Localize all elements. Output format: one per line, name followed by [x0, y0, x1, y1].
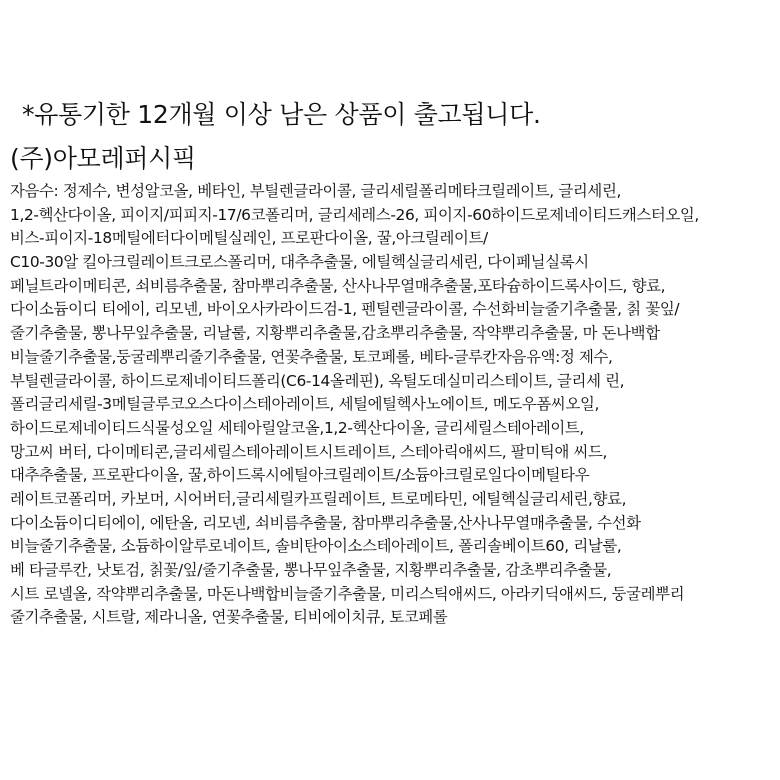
ingredients-line: 하이드로제네이티드식물성오일 세테아릴알코올,1,2-헥산다이올, 글리세릴스테아레이트, — [10, 418, 584, 437]
ingredients-line: 부틸렌글라이콜, 하이드로제네이티드폴리(C6-14올레핀), 옥틸도데실미리스테이트, 글리세 린, — [10, 371, 625, 390]
ingredients-line: 다이소듐이디티에이, 에탄올, 리모넨, 쇠비름추출물, 참마뿌리추출물,산사나무열매추출물, 수선화 — [10, 513, 641, 532]
ingredients-line: 페닐트라이메티콘, 쇠비름추출물, 참마뿌리추출물, 산사나무열매추출물,포타슘하이드록사이드, 향료, — [10, 276, 666, 295]
ingredients-line: 비스-피이지-18메틸에터다이메틸실레인, 프로판다이올, 꿀,아크릴레이트/ — [10, 229, 488, 248]
ingredients-line: 줄기추출물, 뽕나무잎추출물, 리날룰, 지황뿌리추출물,감초뿌리추출물, 작약뿌리추출물, 마 돈나백합 — [10, 324, 660, 343]
ingredients-line: 베 타글루칸, 낫토검, 칡꽃/잎/줄기추출물, 뽕나무잎추출물, 지황뿌리추출물, 감초뿌리추출물, — [10, 561, 612, 579]
ingredients-line: 대추추출물, 프로판다이올, 꿀,하이드록시에틸아크릴레이트/소듐아크릴로일다이메틸타우 — [10, 466, 590, 485]
ingredients-line: 시트 로넬올, 작약뿌리추출물, 마돈나백합비늘줄기추출물, 미리스틱애씨드, 아라키딕애씨드, 둥굴레뿌리 — [10, 584, 685, 603]
ingredients-line: 줄기추출물, 시트랄, 제라니올, 연꽃추출물, 티비에이치큐, 토코페롤 — [10, 608, 448, 627]
ingredients-line: 자음수: 정제수, 변성알코올, 베타인, 부틸렌글라이콜, 글리세릴폴리메타크릴레이트, 글리세린, — [10, 182, 622, 200]
ingredients-line: 1,2-헥산다이올, 피이지/피피지-17/6코폴리머, 글리세레스-26, 피이지-60하이드로제네이티드캐스터오일, — [10, 205, 699, 224]
ingredients-line: 비늘줄기추출물,둥굴레뿌리줄기추출물, 연꽃추출물, 토코페롤, 베타-글루칸자음유액:정 제수, — [10, 347, 613, 366]
expiry-notice: *유통기한 12개월 이상 남은 상품이 출고됩니다. — [22, 100, 541, 129]
ingredients-line: C10-30알 킬아크릴레이트크로스폴리머, 대추추출물, 에틸헥실글리세린, 다이페닐실록시 — [10, 253, 589, 272]
ingredients-list — [10, 180, 778, 630]
ingredients-line: 레이트코폴리머, 카보머, 시어버터,글리세릴카프릴레이트, 트로메타민, 에틸헥실글리세린,향료, — [10, 489, 627, 508]
ingredients-line: 비늘줄기추출물, 소듐하이알루로네이트, 솔비탄아이소스테아레이트, 폴리솔베이트60, 리날룰, — [10, 537, 622, 556]
ingredients-line: 폴리글리세릴-3메틸글루코오스다이스테아레이트, 세틸에틸헥사노에이트, 메도우폼씨오일, — [10, 395, 600, 414]
ingredients-line: 다이소듐이디 티에이, 리모넨, 바이오사카라이드검-1, 펜틸렌글라이콜, 수선화비늘줄기추출물, 칡 꽃잎/ — [10, 300, 680, 319]
ingredients-line: 망고씨 버터, 다이메티콘,글리세릴스테아레이트시트레이트, 스테아릭애씨드, 팔미틱애 씨드, — [10, 442, 608, 461]
company-name: (주)아모레퍼시픽 — [10, 144, 196, 173]
